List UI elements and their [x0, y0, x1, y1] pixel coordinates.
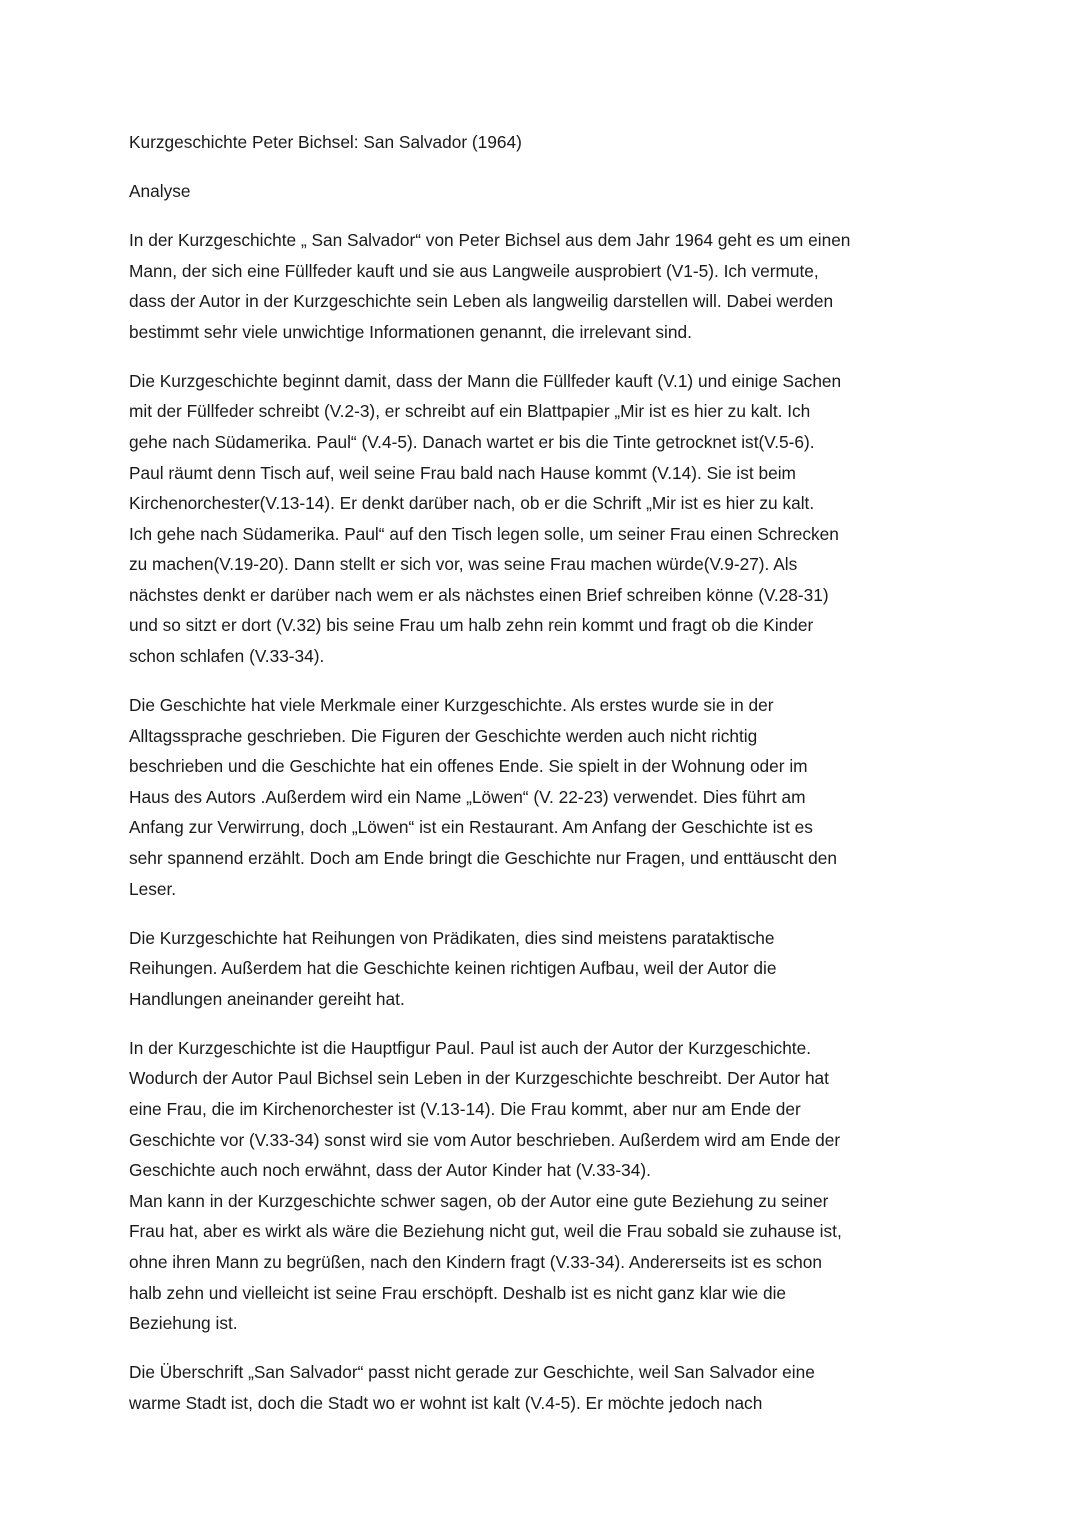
paragraph-line: beschrieben und die Geschichte hat ein offenes Ende. Sie spielt in der Wohnung oder im [129, 756, 808, 777]
paragraph [129, 1357, 969, 1418]
paragraph-line: Paul räumt denn Tisch auf, weil seine Frau bald nach Hause kommt (V.14). Sie ist beim [129, 462, 796, 483]
paragraph-line: Handlungen aneinander gereiht hat. [129, 988, 405, 1009]
paragraph [129, 366, 969, 672]
paragraph [129, 225, 969, 347]
paragraph-line: Frau hat, aber es wirkt als wäre die Beziehung nicht gut, weil die Frau sobald sie zuhause ist, [129, 1221, 842, 1242]
document-page [129, 127, 969, 1437]
paragraph-line: Die Kurzgeschichte beginnt damit, dass der Mann die Füllfeder kauft (V.1) und einige Sachen [129, 370, 842, 391]
paragraph-line: Geschichte vor (V.33-34) sonst wird sie vom Autor beschrieben. Außerdem wird am Ende der [129, 1129, 841, 1150]
paragraph-line: und so sitzt er dort (V.32) bis seine Frau um halb zehn rein kommt und fragt ob die Kinder [129, 615, 814, 636]
paragraph-line: Wodurch der Autor Paul Bichsel sein Leben in der Kurzgeschichte beschreibt. Der Autor hat [129, 1068, 829, 1089]
paragraph-line: dass der Autor in der Kurzgeschichte sein Leben als langweilig darstellen will. Dabei werden [129, 291, 834, 312]
paragraph-line: sehr spannend erzählt. Doch am Ende bringt die Geschichte nur Fragen, und enttäuscht den [129, 848, 838, 869]
paragraph-line: Die Kurzgeschichte hat Reihungen von Prädikaten, dies sind meistens parataktische [129, 927, 775, 948]
paragraph [129, 690, 969, 904]
paragraph-line: Reihungen. Außerdem hat die Geschichte keinen richtigen Aufbau, weil der Autor die [129, 958, 777, 979]
subtitle-text: Analyse [129, 180, 191, 201]
paragraph-line: Kirchenorchester(V.13-14). Er denkt darüber nach, ob er die Schrift „Mir ist es hier zu kalt. [129, 493, 815, 514]
paragraph-line: bestimmt sehr viele unwichtige Informationen genannt, die irrelevant sind. [129, 321, 692, 342]
paragraph-line: Ich gehe nach Südamerika. Paul“ auf den Tisch legen solle, um seiner Frau einen Schrecken [129, 523, 839, 544]
paragraph-line: Mann, der sich eine Füllfeder kauft und sie aus Langweile ausprobiert (V1-5). Ich vermute, [129, 260, 819, 281]
paragraph-line: eine Frau, die im Kirchenorchester ist (V.13-14). Die Frau kommt, aber nur am Ende der [129, 1098, 801, 1119]
paragraph-line: zu machen(V.19-20). Dann stellt er sich vor, was seine Frau machen würde(V.9-27). Als [129, 554, 798, 575]
document-title [129, 127, 969, 158]
paragraph-line: gehe nach Südamerika. Paul“ (V.4-5). Danach wartet er bis die Tinte getrocknet ist(V.5-6). [129, 431, 815, 452]
paragraph-line: In der Kurzgeschichte ist die Hauptfigur Paul. Paul ist auch der Autor der Kurzgeschichte. [129, 1037, 812, 1058]
paragraph-line: halb zehn und vielleicht ist seine Frau erschöpft. Deshalb ist es nicht ganz klar wie die [129, 1282, 787, 1303]
paragraph-line: Die Geschichte hat viele Merkmale einer Kurzgeschichte. Als erstes wurde sie in der [129, 695, 774, 716]
paragraph-line: Anfang zur Verwirrung, doch „Löwen“ ist ein Restaurant. Am Anfang der Geschichte ist es [129, 817, 813, 838]
paragraph [129, 1033, 969, 1339]
paragraph-line: warme Stadt ist, doch die Stadt wo er wohnt ist kalt (V.4-5). Er möchte jedoch nach [129, 1392, 763, 1413]
paragraph-line: ohne ihren Mann zu begrüßen, nach den Kindern fragt (V.33-34). Andererseits ist es schon [129, 1251, 822, 1272]
paragraph-line: Leser. [129, 878, 177, 899]
paragraph-line: Alltagssprache geschrieben. Die Figuren der Geschichte werden auch nicht richtig [129, 725, 758, 746]
document-subtitle [129, 176, 969, 207]
paragraph-line: nächstes denkt er darüber nach wem er als nächstes einen Brief schreiben könne (V.28-31) [129, 584, 829, 605]
paragraph-line: Geschichte auch noch erwähnt, dass der Autor Kinder hat (V.33-34). [129, 1160, 651, 1181]
paragraph-line: Die Überschrift „San Salvador“ passt nicht gerade zur Geschichte, weil San Salvador eine [129, 1362, 815, 1383]
paragraph-line: schon schlafen (V.33-34). [129, 646, 325, 667]
paragraph-line: Haus des Autors .Außerdem wird ein Name „Löwen“ (V. 22-23) verwendet. Dies führt am [129, 786, 806, 807]
paragraph-line: In der Kurzgeschichte „ San Salvador“ von Peter Bichsel aus dem Jahr 1964 geht es um einen [129, 229, 851, 250]
title-text: Kurzgeschichte Peter Bichsel: San Salvador (1964) [129, 132, 522, 152]
paragraph-line: Man kann in der Kurzgeschichte schwer sagen, ob der Autor eine gute Beziehung zu seiner [129, 1190, 829, 1211]
paragraph-line: mit der Füllfeder schreibt (V.2-3), er schreibt auf ein Blattpapier „Mir ist es hier zu kalt. Ich [129, 401, 811, 422]
paragraph-line: Beziehung ist. [129, 1313, 238, 1334]
paragraph [129, 923, 969, 1015]
document-body [129, 225, 969, 1418]
